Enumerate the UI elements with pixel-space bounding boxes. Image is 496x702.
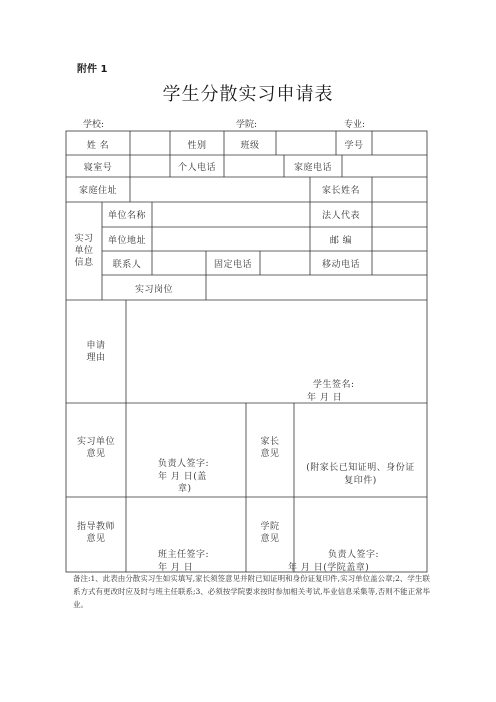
unit-date-cont: 章) — [178, 484, 192, 494]
home-address-label: 家庭住址 — [78, 186, 117, 196]
gender-label: 性别 — [187, 141, 207, 151]
parent-opinion-label: 家长 意见 — [260, 437, 280, 459]
teacher-date: 年 月 日 — [158, 563, 194, 573]
unit-opinion-label: 实习单位 意见 — [76, 437, 115, 459]
form-title: 学生分散实习申请表 — [162, 84, 334, 105]
teacher-sign-label: 班主任签字: — [158, 550, 210, 560]
position-label: 实习岗位 — [134, 285, 173, 295]
college-opinion-label: 学院 意见 — [260, 522, 280, 544]
personal-phone-label: 个人电话 — [177, 163, 216, 173]
attachment-label: 附件 1 — [77, 64, 108, 75]
contact-label: 联系人 — [112, 260, 142, 270]
internship-info-label: 实习 单位 信息 — [74, 234, 94, 268]
parent-name-label: 家长姓名 — [321, 186, 360, 196]
college-date: 年 月 日(学院盖章) — [288, 563, 370, 573]
student-signature-label: 学生签名: — [313, 380, 355, 390]
unit-date: 年 月 日(盖 — [158, 472, 207, 482]
college-sign-label: 负责人签字: — [328, 550, 380, 560]
major-label: 专业: — [344, 120, 366, 130]
mobile-phone-label: 移动电话 — [321, 260, 360, 270]
unit-name-label: 单位名称 — [107, 211, 146, 221]
class-label: 班级 — [240, 141, 260, 151]
college-label: 学院: — [236, 120, 258, 130]
school-label: 学校: — [83, 120, 105, 130]
student-id-label: 学号 — [344, 141, 364, 151]
parent-opinion-note: (附家长已知证明、身份证 复印件) — [306, 463, 415, 486]
unit-sign-label: 负责人签字: — [158, 459, 210, 469]
application-date: 年 月 日 — [307, 393, 343, 403]
legal-rep-label: 法人代表 — [321, 211, 360, 221]
dorm-label: 寝室号 — [83, 163, 113, 173]
teacher-opinion-label: 指导教师 意见 — [76, 522, 115, 544]
postcode-label: 邮 编 — [329, 236, 353, 246]
application-reason-label: 申请 理由 — [86, 341, 106, 363]
remarks-text: 备注:1、此表由分散实习生如实填写,家长须签意见并附已知证明和身份证复印件,实习单位盖公章;2、学生联系方式有更改时应及时与班主任联系;3、必须按学院要求按时参加相关考试,毕业信息采集等,否则不能正常毕业。 — [73, 574, 431, 609]
unit-address-label: 单位地址 — [107, 236, 146, 246]
name-label: 姓 名 — [86, 141, 110, 151]
home-phone-label: 家庭电话 — [293, 163, 332, 173]
fixed-phone-label: 固定电话 — [213, 260, 252, 270]
